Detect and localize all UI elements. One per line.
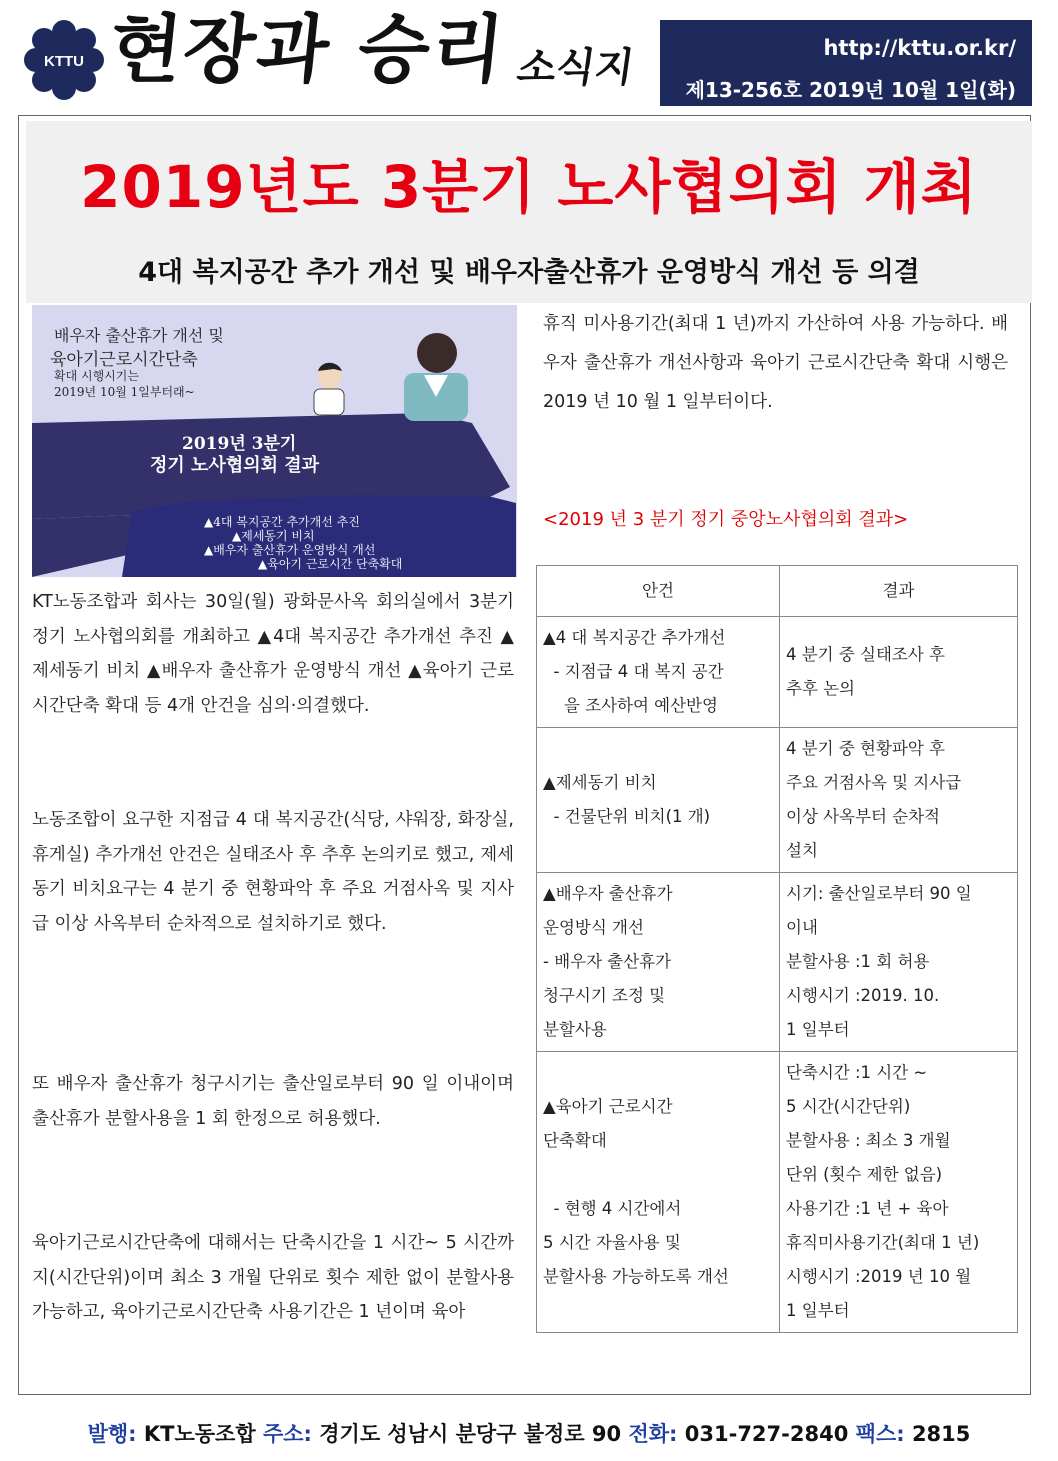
table-row — [537, 873, 1018, 1052]
cell-line: 1 일부터 — [786, 1301, 850, 1320]
agenda-cell — [537, 617, 780, 728]
result-cell — [780, 1052, 1018, 1333]
cell-line: 청구시기 조정 및 — [543, 986, 666, 1005]
article-paragraph-4: 육아기근로시간단축에 대해서는 단축시간을 1 시간~ 5 시간까지(시간단위)이며 최소 3 개월 단위로 횟수 제한 없이 분할사용 가능하고, 육아기근로시간단축 사용기간은 1 년이며 육아 — [32, 1233, 514, 1322]
cell-line: 단위 (횟수 제한 없음) — [786, 1165, 943, 1184]
masthead-title: 현장과 승리 — [105, 7, 510, 93]
table-row — [537, 1052, 1018, 1333]
cell-line: 단축시간 :1 시간 ~ — [786, 1063, 928, 1082]
cell-line: - 지점급 4 대 복지 공간 — [543, 662, 724, 681]
table-row — [537, 617, 1018, 728]
cell-line: 분할사용 :1 회 허용 — [786, 952, 930, 971]
cell-line: - 현행 4 시간에서 — [543, 1199, 682, 1218]
banner-item: ▲배우자 출산휴가 운영방식 개선 — [204, 543, 376, 557]
cell-line: 사용기간 :1 년 + 육아 — [786, 1199, 949, 1218]
result-cell — [780, 617, 1018, 728]
cell-line: 시기: 출산일로부터 90 일 — [786, 884, 972, 903]
article-continuation: 휴직 미사용기간(최대 1 년)까지 가산하여 사용 가능하다. 배우자 출산휴가 개선사항과 육아기 근로시간단축 확대 시행은 2019 년 10 월 1 일부터이다. — [543, 314, 1008, 412]
cell-line: 이내 — [786, 918, 818, 937]
address-label: 주소: — [262, 1422, 312, 1446]
kttu-logo — [22, 18, 106, 102]
cell-line: 단축확대 — [543, 1131, 607, 1150]
cell-line: 5 시간 자율사용 및 — [543, 1233, 681, 1252]
cell-line: 시행시기 :2019 년 10 월 — [786, 1267, 972, 1286]
banner-item: ▲4대 복지공간 추가개선 추진 — [204, 515, 360, 529]
agenda-cell — [537, 873, 780, 1052]
cell-line: 추후 논의 — [786, 679, 856, 698]
cell-line: 이상 사옥부터 순차적 — [786, 807, 940, 826]
masthead-subtitle: 소식지 — [514, 44, 637, 91]
table-body — [537, 617, 1018, 1333]
cell-line: ▲제세동기 비치 — [543, 773, 657, 792]
phone-label: 전화: — [628, 1422, 678, 1446]
table-row — [537, 728, 1018, 873]
cell-line: - 배우자 출산휴가 — [543, 952, 672, 971]
banner-board-line2: 정기 노사협의회 결과 — [150, 455, 320, 476]
cell-line: 을 조사하여 예산반영 — [543, 696, 718, 715]
publisher: KT노동조합 — [143, 1422, 256, 1446]
cell-line: 설치 — [786, 841, 818, 860]
results-table — [536, 565, 1018, 1333]
fax-label: 팩스: — [855, 1422, 905, 1446]
cell-line: 5 시간(시간단위) — [786, 1097, 911, 1116]
header-result: 결과 — [780, 566, 1018, 617]
cell-line: 4 분기 중 현황파악 후 — [786, 739, 945, 758]
article-illustration — [32, 305, 517, 577]
agenda-cell — [537, 728, 780, 873]
cell-line: ▲배우자 출산휴가 — [543, 884, 673, 903]
header-agenda: 안건 — [537, 566, 780, 617]
publisher-label: 발행: — [87, 1422, 137, 1446]
banner-line3: 확대 시행시기는 — [54, 369, 139, 383]
issue-number-date: 제13-256호 2019년 10월 1일(화) — [685, 78, 1016, 102]
article-paragraph-3: 또 배우자 출산휴가 청구시기는 출산일로부터 90 일 이내이며 출산휴가 분할사용을 1 회 한정으로 허용했다. — [32, 1074, 514, 1129]
table-caption: <2019 년 3 분기 정기 중앙노사협의회 결과> — [543, 509, 909, 530]
issue-info-box — [660, 20, 1032, 106]
phone: 031-727-2840 — [684, 1422, 849, 1446]
result-cell — [780, 728, 1018, 873]
footer — [0, 1418, 1058, 1448]
banner-line4: 2019년 10월 1일부터래~ — [54, 385, 195, 399]
banner-item: ▲육아기 근로시간 단축확대 — [258, 557, 403, 571]
cell-line: 4 분기 중 실태조사 후 — [786, 645, 945, 664]
cell-line — [543, 1158, 773, 1192]
cell-line: 분할사용 — [543, 1020, 607, 1039]
address: 경기도 성남시 분당구 불정로 90 — [319, 1422, 622, 1446]
cell-line: 1 일부터 — [786, 1020, 850, 1039]
cell-line: 휴직미사용기간(최대 1 년) — [786, 1233, 980, 1252]
website-url[interactable]: http://kttu.or.kr/ — [823, 36, 1016, 60]
cell-line: - 건물단위 비치(1 개) — [543, 807, 711, 826]
article-paragraph-2: 노동조합이 요구한 지점급 4 대 복지공간(식당, 샤워장, 화장실, 휴게실) 추가개선 안건은 실태조사 후 추후 논의키로 했고, 제세동기 비치요구는 4 분기 중 현황파악 후 주요 거점사옥 및 지사급 이상 사옥부터 순차적으로 설치하기로 했다. — [32, 810, 514, 934]
cell-line: 주요 거점사옥 및 지사급 — [786, 773, 962, 792]
cell-line: 운영방식 개선 — [543, 918, 644, 937]
result-cell — [780, 873, 1018, 1052]
cell-line: ▲4 대 복지공간 추가개선 — [543, 628, 726, 647]
banner-line1: 배우자 출산휴가 개선 및 — [54, 326, 224, 345]
cell-line: ▲육아기 근로시간 — [543, 1097, 673, 1116]
logo-text: KTTU — [44, 53, 84, 70]
article-paragraph-1: KT노동조합과 회사는 30일(월) 광화문사옥 회의실에서 3분기 정기 노사협의회를 개최하고 ▲4대 복지공간 추가개선 추진 ▲제세동기 비치 ▲배우자 출산휴가 운영방식 개선 ▲육아기 근로 시간단축 확대 등 4개 안건을 심의·의결했다. — [32, 592, 514, 716]
cell-line: 분할사용 가능하도록 개선 — [543, 1267, 729, 1286]
fax: 2815 — [911, 1422, 971, 1446]
banner-board-line1: 2019년 3분기 — [182, 434, 297, 454]
headline: 2019년도 3분기 노사협의회 개최 — [80, 153, 978, 221]
cell-line: 분할사용 : 최소 3 개월 — [786, 1131, 951, 1150]
table-header-row — [537, 566, 1018, 617]
banner-line2: 육아기근로시간단축 — [50, 350, 198, 370]
cell-line: 시행시기 :2019. 10. — [786, 986, 940, 1005]
agenda-cell — [537, 1052, 780, 1333]
banner-item: ▲제세동기 비치 — [232, 529, 315, 543]
subheadline: 4대 복지공간 추가 개선 및 배우자출산휴가 운영방식 개선 등 의결 — [138, 257, 920, 288]
